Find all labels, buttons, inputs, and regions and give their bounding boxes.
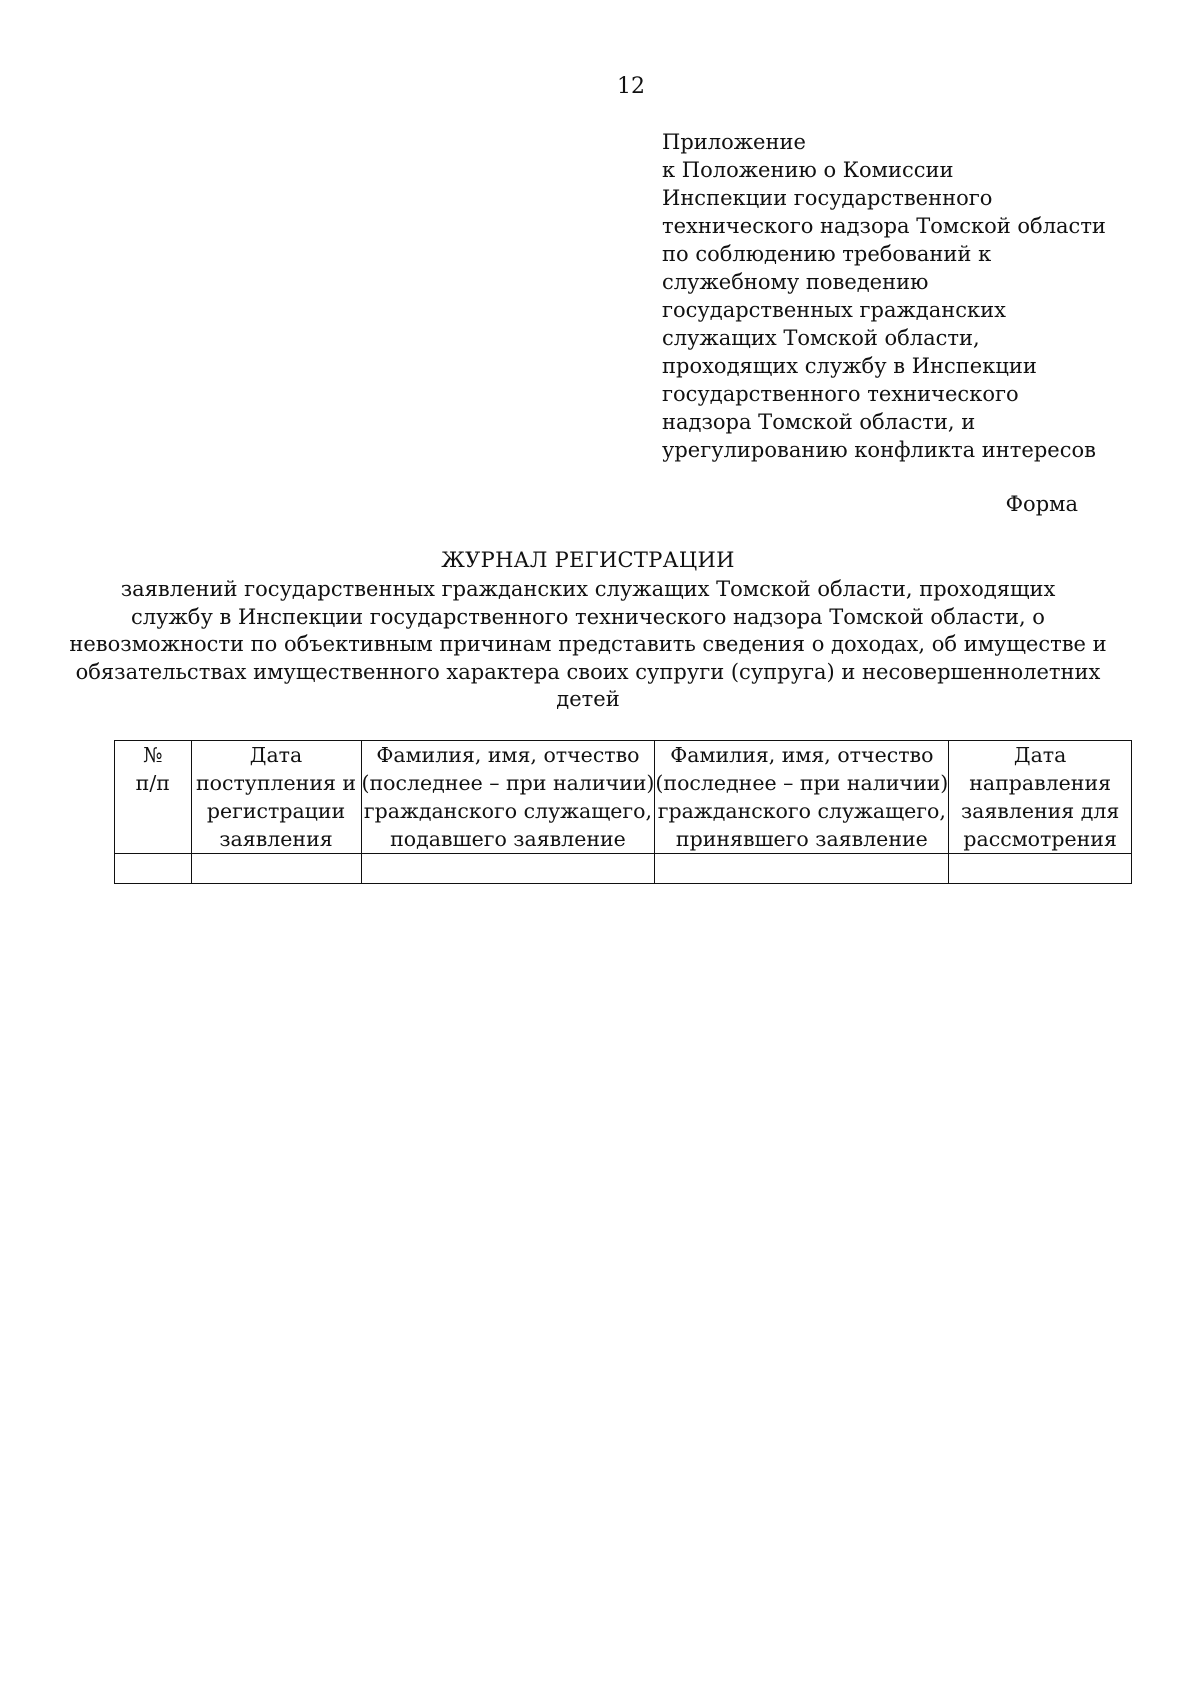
appendix-line: государственных гражданских xyxy=(662,298,1006,322)
appendix-line: служебному поведению xyxy=(662,270,929,294)
subtitle-line: службу в Инспекции государственного технического надзора Томской области, о xyxy=(131,604,1045,629)
journal-title: ЖУРНАЛ РЕГИСТРАЦИИ xyxy=(441,548,735,572)
table-header-row xyxy=(115,741,1132,854)
subtitle-line: обязательствах имущественного характера своих супруги (супруга) и несовершеннолетних xyxy=(75,659,1101,684)
appendix-line: технического надзора Томской области xyxy=(662,214,1106,238)
registration-table xyxy=(114,740,1132,884)
table-cell xyxy=(115,854,192,884)
header-number: № п/п xyxy=(115,741,192,854)
appendix-line: Приложение xyxy=(662,130,806,154)
appendix-line: государственного технического xyxy=(662,382,1019,406)
appendix-line: урегулированию конфликта интересов xyxy=(662,438,1096,462)
appendix-line: Инспекции государственного xyxy=(662,186,993,210)
appendix-line: надзора Томской области, и xyxy=(662,410,976,434)
header-review-date: Дата направления заявления для рассмотрения xyxy=(949,741,1132,854)
appendix-line: проходящих службу в Инспекции xyxy=(662,354,1037,378)
page-number: 12 xyxy=(617,74,645,99)
subtitle-line: детей xyxy=(556,687,620,711)
header-submitter-name: Фамилия, имя, отчество (последнее – при наличии) гражданского служащего, подавшего заявление xyxy=(361,741,655,854)
appendix-block xyxy=(662,128,1122,464)
appendix-line: по соблюдению требований к xyxy=(662,242,992,266)
appendix-line: к Положению о Комиссии xyxy=(662,158,954,182)
table-cell xyxy=(949,854,1132,884)
table-cell xyxy=(191,854,361,884)
subtitle-line: невозможности по объективным причинам представить сведения о доходах, об имуществе и xyxy=(69,632,1107,656)
subtitle-line: заявлений государственных гражданских служащих Томской области, проходящих xyxy=(120,577,1056,601)
journal-subtitle xyxy=(60,576,1116,714)
appendix-line: служащих Томской области, xyxy=(662,326,980,350)
form-label: Форма xyxy=(1005,492,1078,516)
table-cell xyxy=(655,854,949,884)
header-receiver-name: Фамилия, имя, отчество (последнее – при наличии) гражданского служащего, принявшего заявление xyxy=(655,741,949,854)
header-receipt-date: Дата поступления и регистрации заявления xyxy=(191,741,361,854)
table-cell xyxy=(361,854,655,884)
table-row xyxy=(115,854,1132,884)
